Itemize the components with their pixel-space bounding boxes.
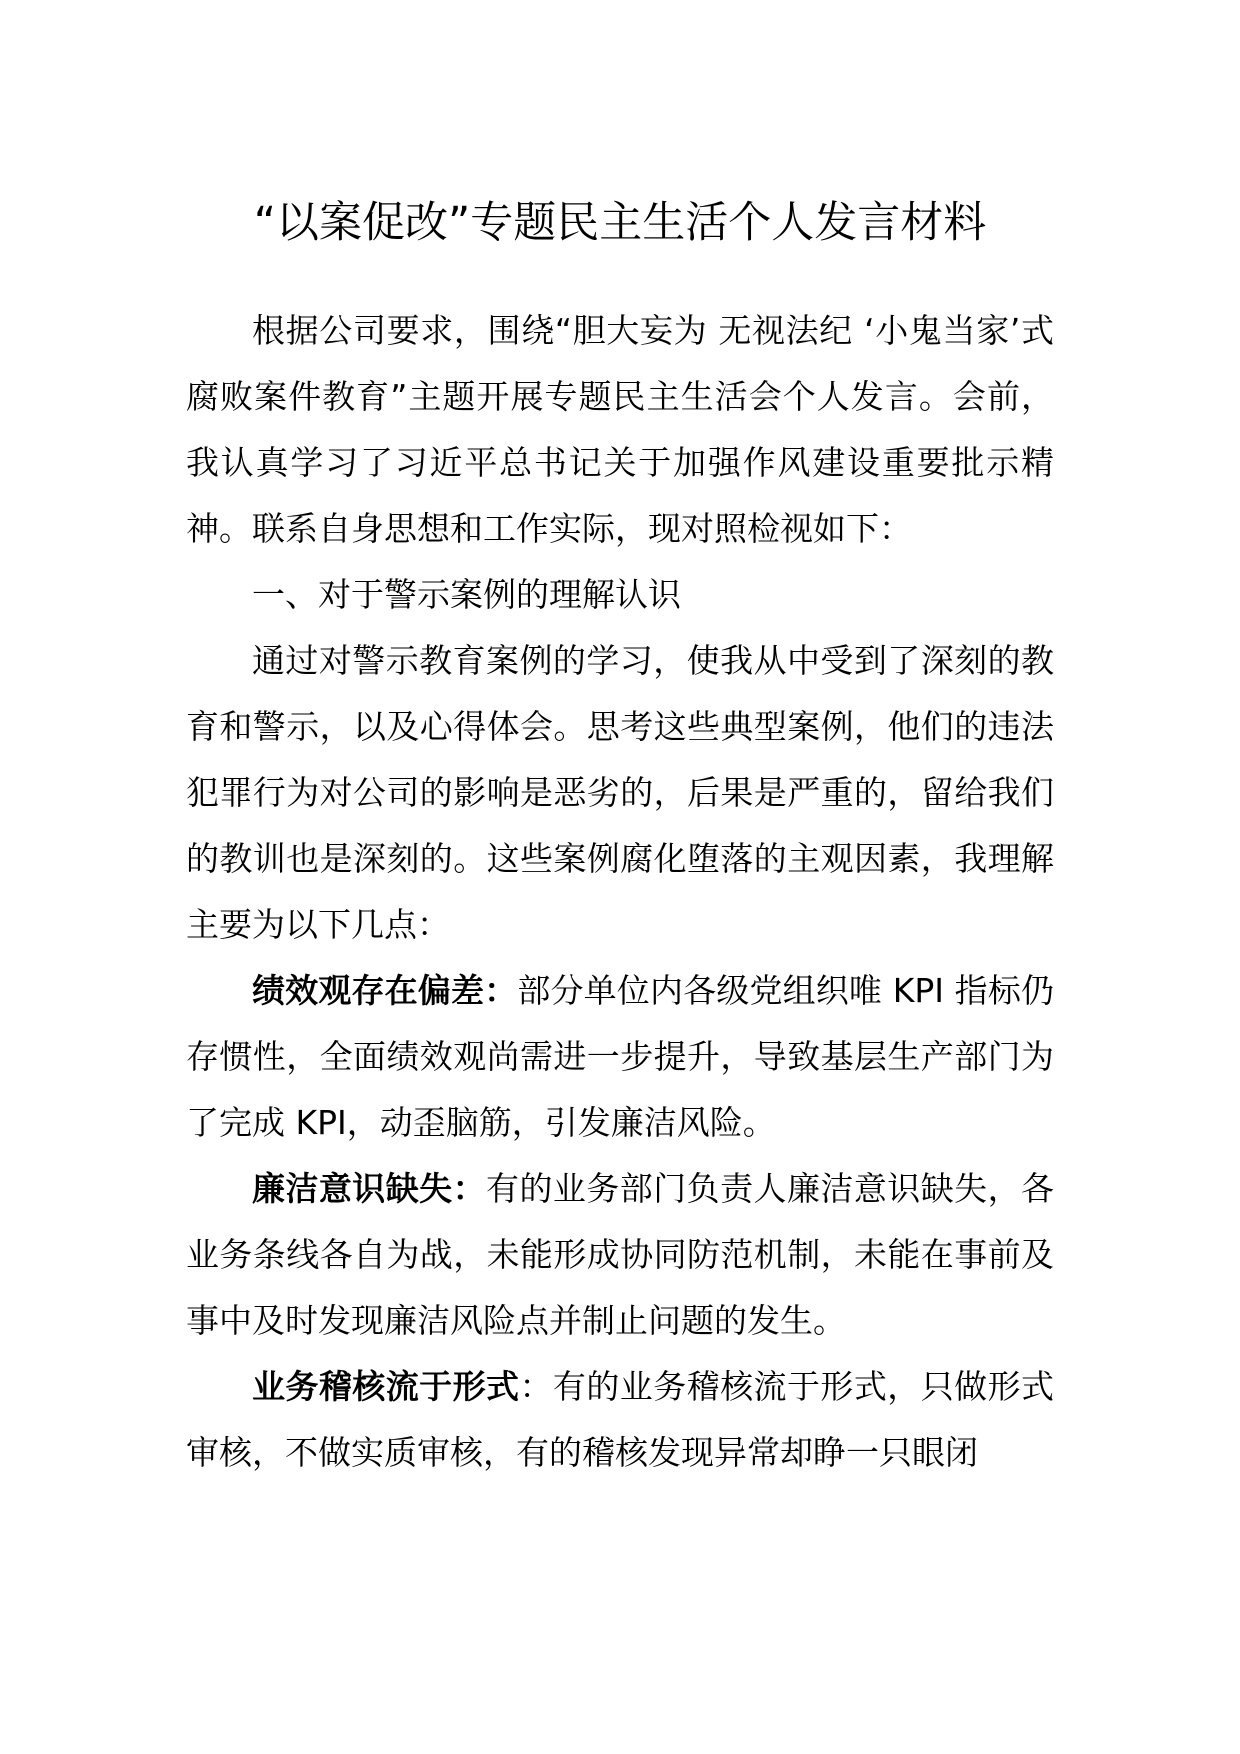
- point-text: ：有的业务稽核流于形式，只做形式审核，不做实质审核，有的稽核发现异常却睁一只眼闭: [186, 1367, 1055, 1472]
- document-body: [186, 298, 1054, 1486]
- document-title: “以案促改”专题民主生活个人发言材料: [253, 198, 987, 248]
- intro-paragraph: 根据公司要求，围绕“胆大妄为 无视法纪 ‘小鬼当家’式腐败案件教育”主题开展专题民主生活会个人发言。会前，我认真学习了习近平总书记关于加强作风建设重要批示精神。联系自身思想和工作实际，现对照检视如下：: [186, 311, 1054, 548]
- point-paragraph: [186, 1156, 1054, 1354]
- point-text: 有的业务部门负责人廉洁意识缺失，各业务条线各自为战，未能形成协同防范机制，未能在事前及事中及时发现廉洁风险点并制止问题的发生。: [186, 1169, 1055, 1340]
- section-heading: 一、对于警示案例的理解认识: [252, 575, 681, 614]
- point-text: 部分单位内各级党组织唯 KPI 指标仍存惯性，全面绩效观尚需进一步提升，导致基层生产部门为了完成 KPI，动歪脑筋，引发廉洁风险。: [186, 971, 1054, 1142]
- point-lead: 廉洁意识缺失：: [252, 1169, 487, 1208]
- point-paragraph: [186, 1354, 1054, 1486]
- section-paragraph: 通过对警示教育案例的学习，使我从中受到了深刻的教育和警示，以及心得体会。思考这些典型案例，他们的违法犯罪行为对公司的影响是恶劣的，后果是严重的，留给我们的教训也是深刻的。这些案例腐化堕落的主观因素，我理解主要为以下几点：: [186, 641, 1054, 944]
- point-paragraph: [186, 958, 1054, 1156]
- point-lead: 绩效观存在偏差：: [252, 971, 518, 1010]
- point-lead: 业务稽核流于形式: [252, 1367, 520, 1406]
